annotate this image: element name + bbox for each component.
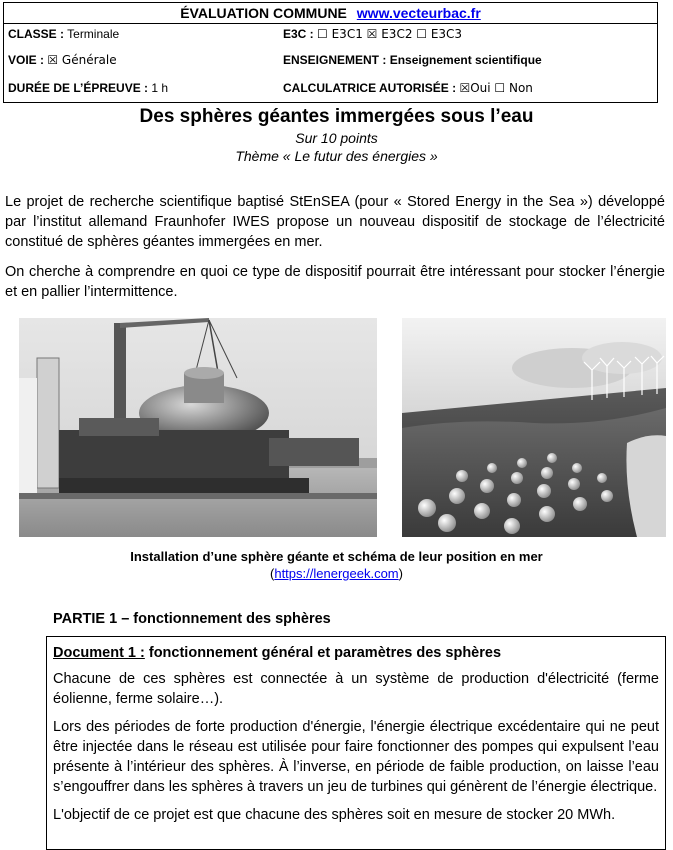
- classe-value: Terminale: [67, 27, 120, 41]
- evaluation-title: ÉVALUATION COMMUNE: [180, 5, 347, 21]
- sphere-seabed-schema-image: [402, 318, 666, 537]
- intro-paragraph-1: Le projet de recherche scientifique baptisé StEnSEA (pour « Stored Energy in the Sea ») développé par l’institut allemand Fraunhofer IWES propose un nouveau dispositif de stockage de l’électricité constitué de sphères géantes immergées en mer.: [5, 194, 665, 250]
- figure-caption-title: Installation d’une sphère géante et schéma de leur position en mer: [130, 549, 543, 564]
- document-1-title: fonctionnement général et paramètres des sphères: [148, 645, 502, 661]
- document-1-box: [46, 636, 666, 850]
- voie-label: VOIE :: [8, 53, 45, 67]
- exam-header-title: [4, 3, 657, 24]
- enseignement-label: ENSEIGNEMENT :: [283, 53, 387, 67]
- duree-label: DURÉE DE L’ÉPREUVE :: [8, 81, 149, 95]
- duree-value: 1 h: [151, 81, 169, 95]
- enseignement-row: [283, 53, 542, 67]
- part-1-heading: PARTIE 1 – fonctionnement des sphères: [53, 611, 331, 627]
- e3c-row: [283, 27, 462, 41]
- calculatrice-label: CALCULATRICE AUTORISÉE :: [283, 81, 457, 95]
- website-link[interactable]: www.vecteurbac.fr: [356, 5, 481, 21]
- enseignement-value: Enseignement scientifique: [389, 53, 542, 67]
- classe-label: CLASSE :: [8, 27, 65, 41]
- sphere-installation-photo: [19, 318, 377, 537]
- figure-source: (https://lenergeek.com): [270, 566, 403, 581]
- document-1-paragraph-1: Chacune de ces sphères est connectée à un système de production d'électricité (ferme éolienne, ferme solaire…).: [53, 671, 659, 707]
- exam-header: [3, 2, 658, 103]
- points-subtitle: Sur 10 points: [295, 130, 378, 146]
- figure-caption: [0, 549, 673, 565]
- figure-source-link[interactable]: https://lenergeek.com: [274, 566, 399, 581]
- e3c-label: E3C :: [283, 27, 314, 41]
- voie-row: [8, 53, 117, 67]
- calculatrice-value: ☒Oui ☐ Non: [459, 81, 533, 95]
- intro-paragraph-2: On cherche à comprendre en quoi ce type de dispositif pourrait être intéressant pour stocker l’énergie et en pallier l’intermittence.: [5, 264, 665, 300]
- classe-row: [8, 27, 119, 41]
- document-1-heading: [53, 645, 659, 661]
- duree-row: [8, 81, 168, 95]
- document-1-paragraph-3: L'objectif de ce projet est que chacune des sphères soit en mesure de stocker 20 MWh.: [53, 807, 616, 823]
- document-1-label: Document 1 :: [53, 645, 145, 661]
- document-1-paragraph-2: Lors des périodes de forte production d'énergie, l'énergie électrique excédentaire qui ne peut être injectée dans le réseau est utilisée pour faire fonctionner des pompes qui expulsent l’eau présente à l’intérieur des sphères. À l’inverse, en période de faible production, on laisse l’eau s’engouffrer dans les sphères à travers un jeu de turbines qui génèrent de l’énergie électrique.: [53, 719, 659, 795]
- e3c-value: ☐ E3C1 ☒ E3C2 ☐ E3C3: [317, 27, 463, 41]
- calculatrice-row: [283, 81, 533, 95]
- theme-subtitle: Thème « Le futur des énergies »: [235, 148, 438, 164]
- voie-value: ☒ Générale: [47, 53, 117, 67]
- page-title: Des sphères géantes immergées sous l’eau: [139, 106, 534, 127]
